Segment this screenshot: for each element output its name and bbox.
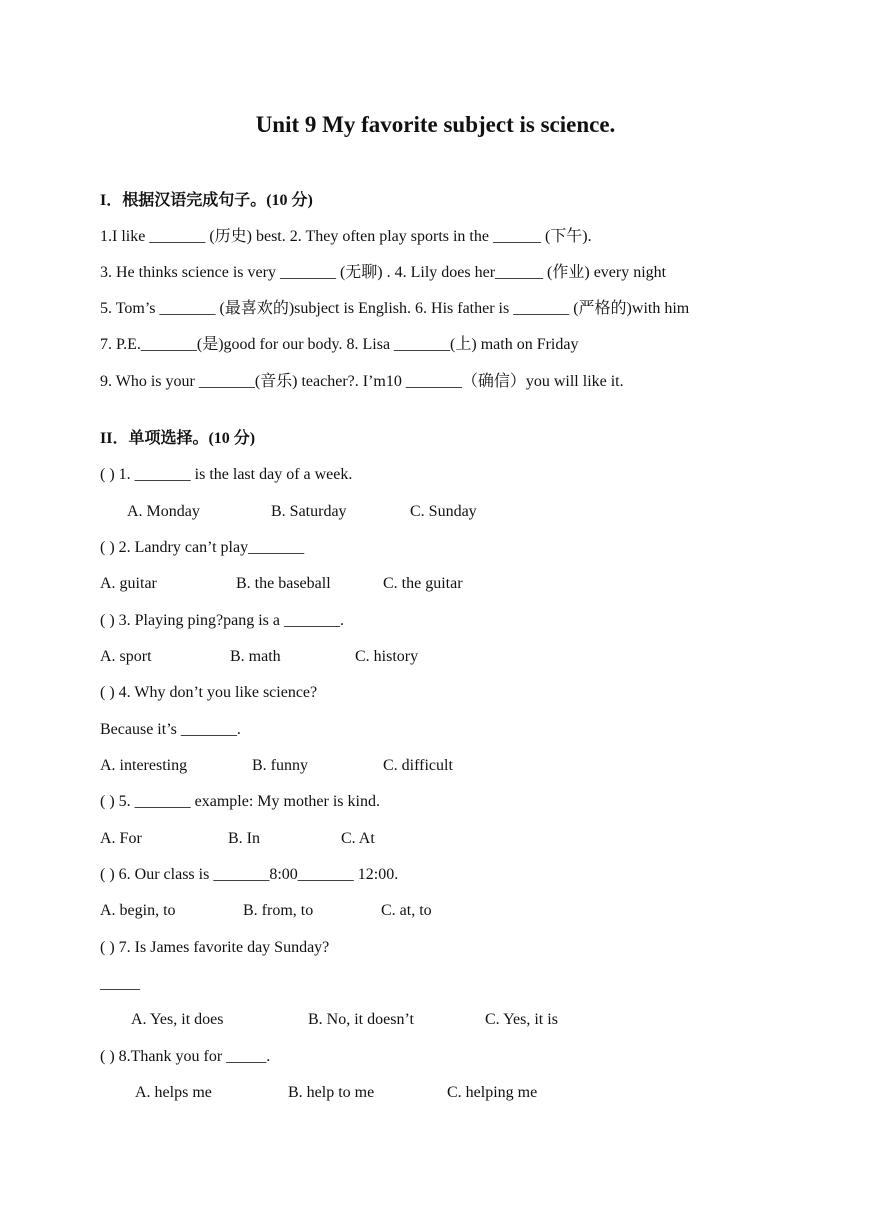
question-1-stem: ( ) 1. _______ is the last day of a week. <box>100 466 353 483</box>
question-6-stem: ( ) 6. Our class is _______8:00_______ 12:00. <box>100 866 399 883</box>
section-1-line-3: 5. Tom’s _______ (最喜欢的)subject is English. 6. His father is _______ (严格的)with him <box>100 300 690 317</box>
section-2-heading: II．单项选择。(10 分) <box>100 430 256 447</box>
question-4-option-b: B. funny <box>252 757 308 774</box>
question-1-option-a: A. Monday <box>127 503 200 520</box>
question-2-option-a: A. guitar <box>100 575 157 592</box>
question-5-option-b: B. In <box>228 830 260 847</box>
question-5-option-c: C. At <box>341 830 375 847</box>
section-1-line-2: 3. He thinks science is very _______ (无聊) . 4. Lily does her______ (作业) every night <box>100 264 667 281</box>
question-5-stem: ( ) 5. _______ example: My mother is kind. <box>100 793 380 810</box>
section-1-line-1: 1.I like _______ (历史) best. 2. They often play sports in the ______ (下午). <box>100 228 592 245</box>
question-1-option-b: B. Saturday <box>271 503 347 520</box>
question-7-option-a: A. Yes, it does <box>131 1011 224 1028</box>
question-5-option-a: A. For <box>100 830 142 847</box>
question-7-answer-blank: _____ <box>100 975 140 992</box>
question-7-option-b: B. No, it doesn’t <box>308 1011 414 1028</box>
question-8-option-c: C. helping me <box>447 1084 538 1101</box>
section-1-heading: I．根据汉语完成句子。(10 分) <box>100 192 313 209</box>
question-6-option-c: C. at, to <box>381 902 432 919</box>
question-3-option-b: B. math <box>230 648 281 665</box>
question-3-stem: ( ) 3. Playing ping?pang is a _______. <box>100 612 344 629</box>
section-1-line-5: 9. Who is your _______(音乐) teacher?. I’m10 _______（确信）you will like it. <box>100 373 624 390</box>
page-title: Unit 9 My favorite subject is science. <box>255 112 616 137</box>
question-6-option-b: B. from, to <box>243 902 314 919</box>
question-2-option-b: B. the baseball <box>236 575 331 592</box>
question-4-stem: ( ) 4. Why don’t you like science? <box>100 684 318 701</box>
question-4-option-c: C. difficult <box>383 757 453 774</box>
question-7-stem: ( ) 7. Is James favorite day Sunday? <box>100 939 330 956</box>
question-6-option-a: A. begin, to <box>100 902 176 919</box>
question-4-option-a: A. interesting <box>100 757 188 774</box>
question-3-option-a: A. sport <box>100 648 152 665</box>
question-8-option-b: B. help to me <box>288 1084 375 1101</box>
question-2-stem: ( ) 2. Landry can’t play_______ <box>100 539 305 556</box>
question-1-option-c: C. Sunday <box>410 503 477 520</box>
question-8-option-a: A. helps me <box>135 1084 212 1101</box>
question-3-option-c: C. history <box>355 648 419 665</box>
question-8-stem: ( ) 8.Thank you for _____. <box>100 1048 271 1065</box>
question-4-stem-continued: Because it’s _______. <box>100 721 241 738</box>
question-2-option-c: C. the guitar <box>383 575 463 592</box>
section-1-line-4: 7. P.E._______(是)good for our body. 8. Lisa _______(上) math on Friday <box>100 336 579 353</box>
question-7-option-c: C. Yes, it is <box>485 1011 558 1028</box>
